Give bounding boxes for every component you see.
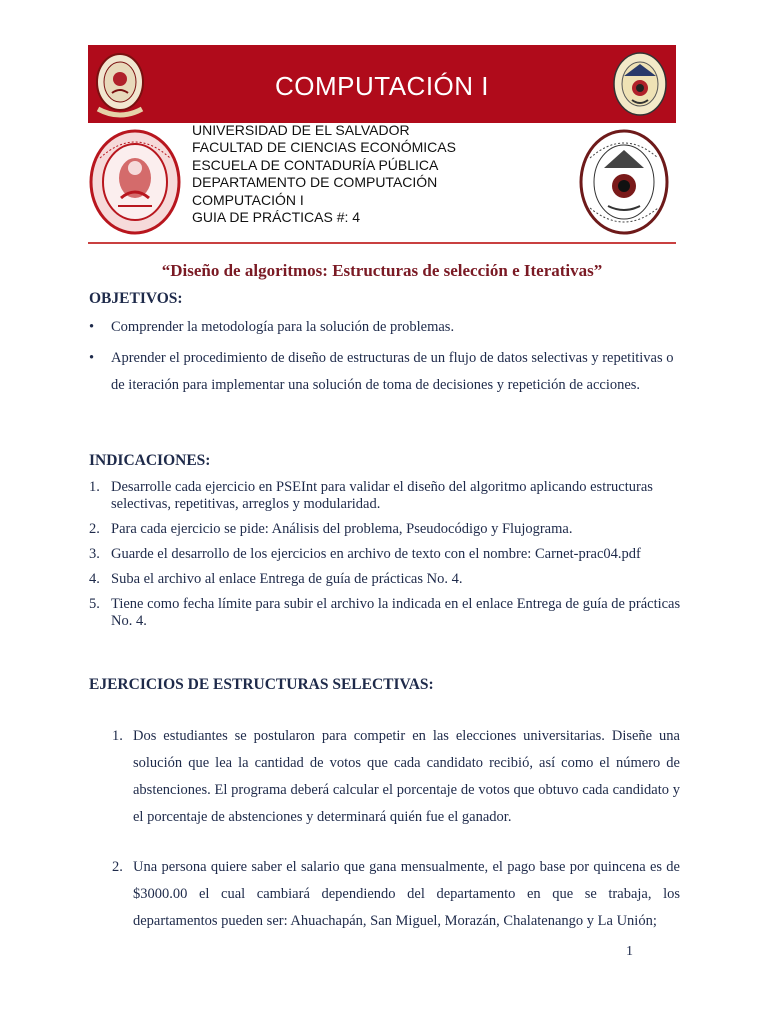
institution-line: DEPARTAMENTO DE COMPUTACIÓN xyxy=(192,174,438,191)
bullet-icon: • xyxy=(89,350,95,366)
objetivos-heading: OBJETIVOS: xyxy=(89,290,183,307)
document-title: “Diseño de algoritmos: Estructuras de selección e Iterativas” xyxy=(161,261,603,280)
institution-line: GUIA DE PRÁCTICAS #: 4 xyxy=(192,209,361,226)
header-divider xyxy=(88,242,676,244)
institution-line: UNIVERSIDAD DE EL SALVADOR xyxy=(192,122,410,138)
ejercicios-heading: EJERCICIOS DE ESTRUCTURAS SELECTIVAS: xyxy=(89,676,434,693)
list-item: • Aprender el procedimiento de diseño de estructuras de un flujo de datos selectivas y repetitivas o de iteración para implementar una solución de toma de decisiones y repetición de acciones. xyxy=(89,345,679,399)
institution-line: COMPUTACIÓN I xyxy=(192,191,304,208)
list-item: 1. Desarrolle cada ejercicio en PSEInt para validar el diseño del algoritmo aplicando estructuras selectivas, repetitivas, arreglos y modularidad. xyxy=(89,479,653,512)
ejercicios-list xyxy=(112,723,680,935)
header-banner xyxy=(88,45,676,123)
objetivos-list xyxy=(89,318,679,399)
page-number: 1 xyxy=(626,944,633,959)
list-item: • Comprender la metodología para la solución de problemas. xyxy=(89,319,455,335)
indicaciones-heading: INDICACIONES: xyxy=(89,452,211,469)
list-item: 5. Tiene como fecha límite para subir el archivo la indicada en el enlace Entrega de guía de prácticas No. 4. xyxy=(89,596,681,629)
institution-line: FACULTAD DE CIENCIAS ECONÓMICAS xyxy=(192,139,456,156)
bullet-icon: • xyxy=(89,319,95,335)
institution-line: ESCUELA DE CONTADURÍA PÚBLICA xyxy=(192,156,439,173)
institution-block xyxy=(192,122,456,226)
list-item: 1. Dos estudiantes se postularon para competir en las elecciones universitarias. Diseñe una solución que lea la cantidad de votos que cada candidato recibió, así como el número de abstenciones. El programa deberá calcular el porcentaje de votos que obtuvo cada candidato y el porcentaje de abstenciones y determinará quién fue el ganador. xyxy=(112,728,680,825)
list-item: 2. Para cada ejercicio se pide: Análisis del problema, Pseudocódigo y Flujograma. xyxy=(89,521,573,537)
list-item: 3. Guarde el desarrollo de los ejercicios en archivo de texto con el nombre: Carnet-prac04.pdf xyxy=(89,546,641,562)
indicaciones-list xyxy=(89,479,681,638)
faculty-seal-icon xyxy=(612,50,668,118)
list-item: 2. Una persona quiere saber el salario que gana mensualmente, el pago base por quincena es de $3000.00 el cual cambiará dependiendo del departamento en que se trabaja, los departamentos pueden ser: Ahuachapán, San Miguel, Morazán, Chalatenango y La Unión; xyxy=(112,859,680,929)
list-item: 4. Suba el archivo al enlace Entrega de guía de prácticas No. 4. xyxy=(89,571,463,587)
faculty-seal-large-icon xyxy=(578,128,670,236)
header-title: COMPUTACIÓN I xyxy=(274,71,490,101)
university-seal-large-icon xyxy=(88,128,182,236)
